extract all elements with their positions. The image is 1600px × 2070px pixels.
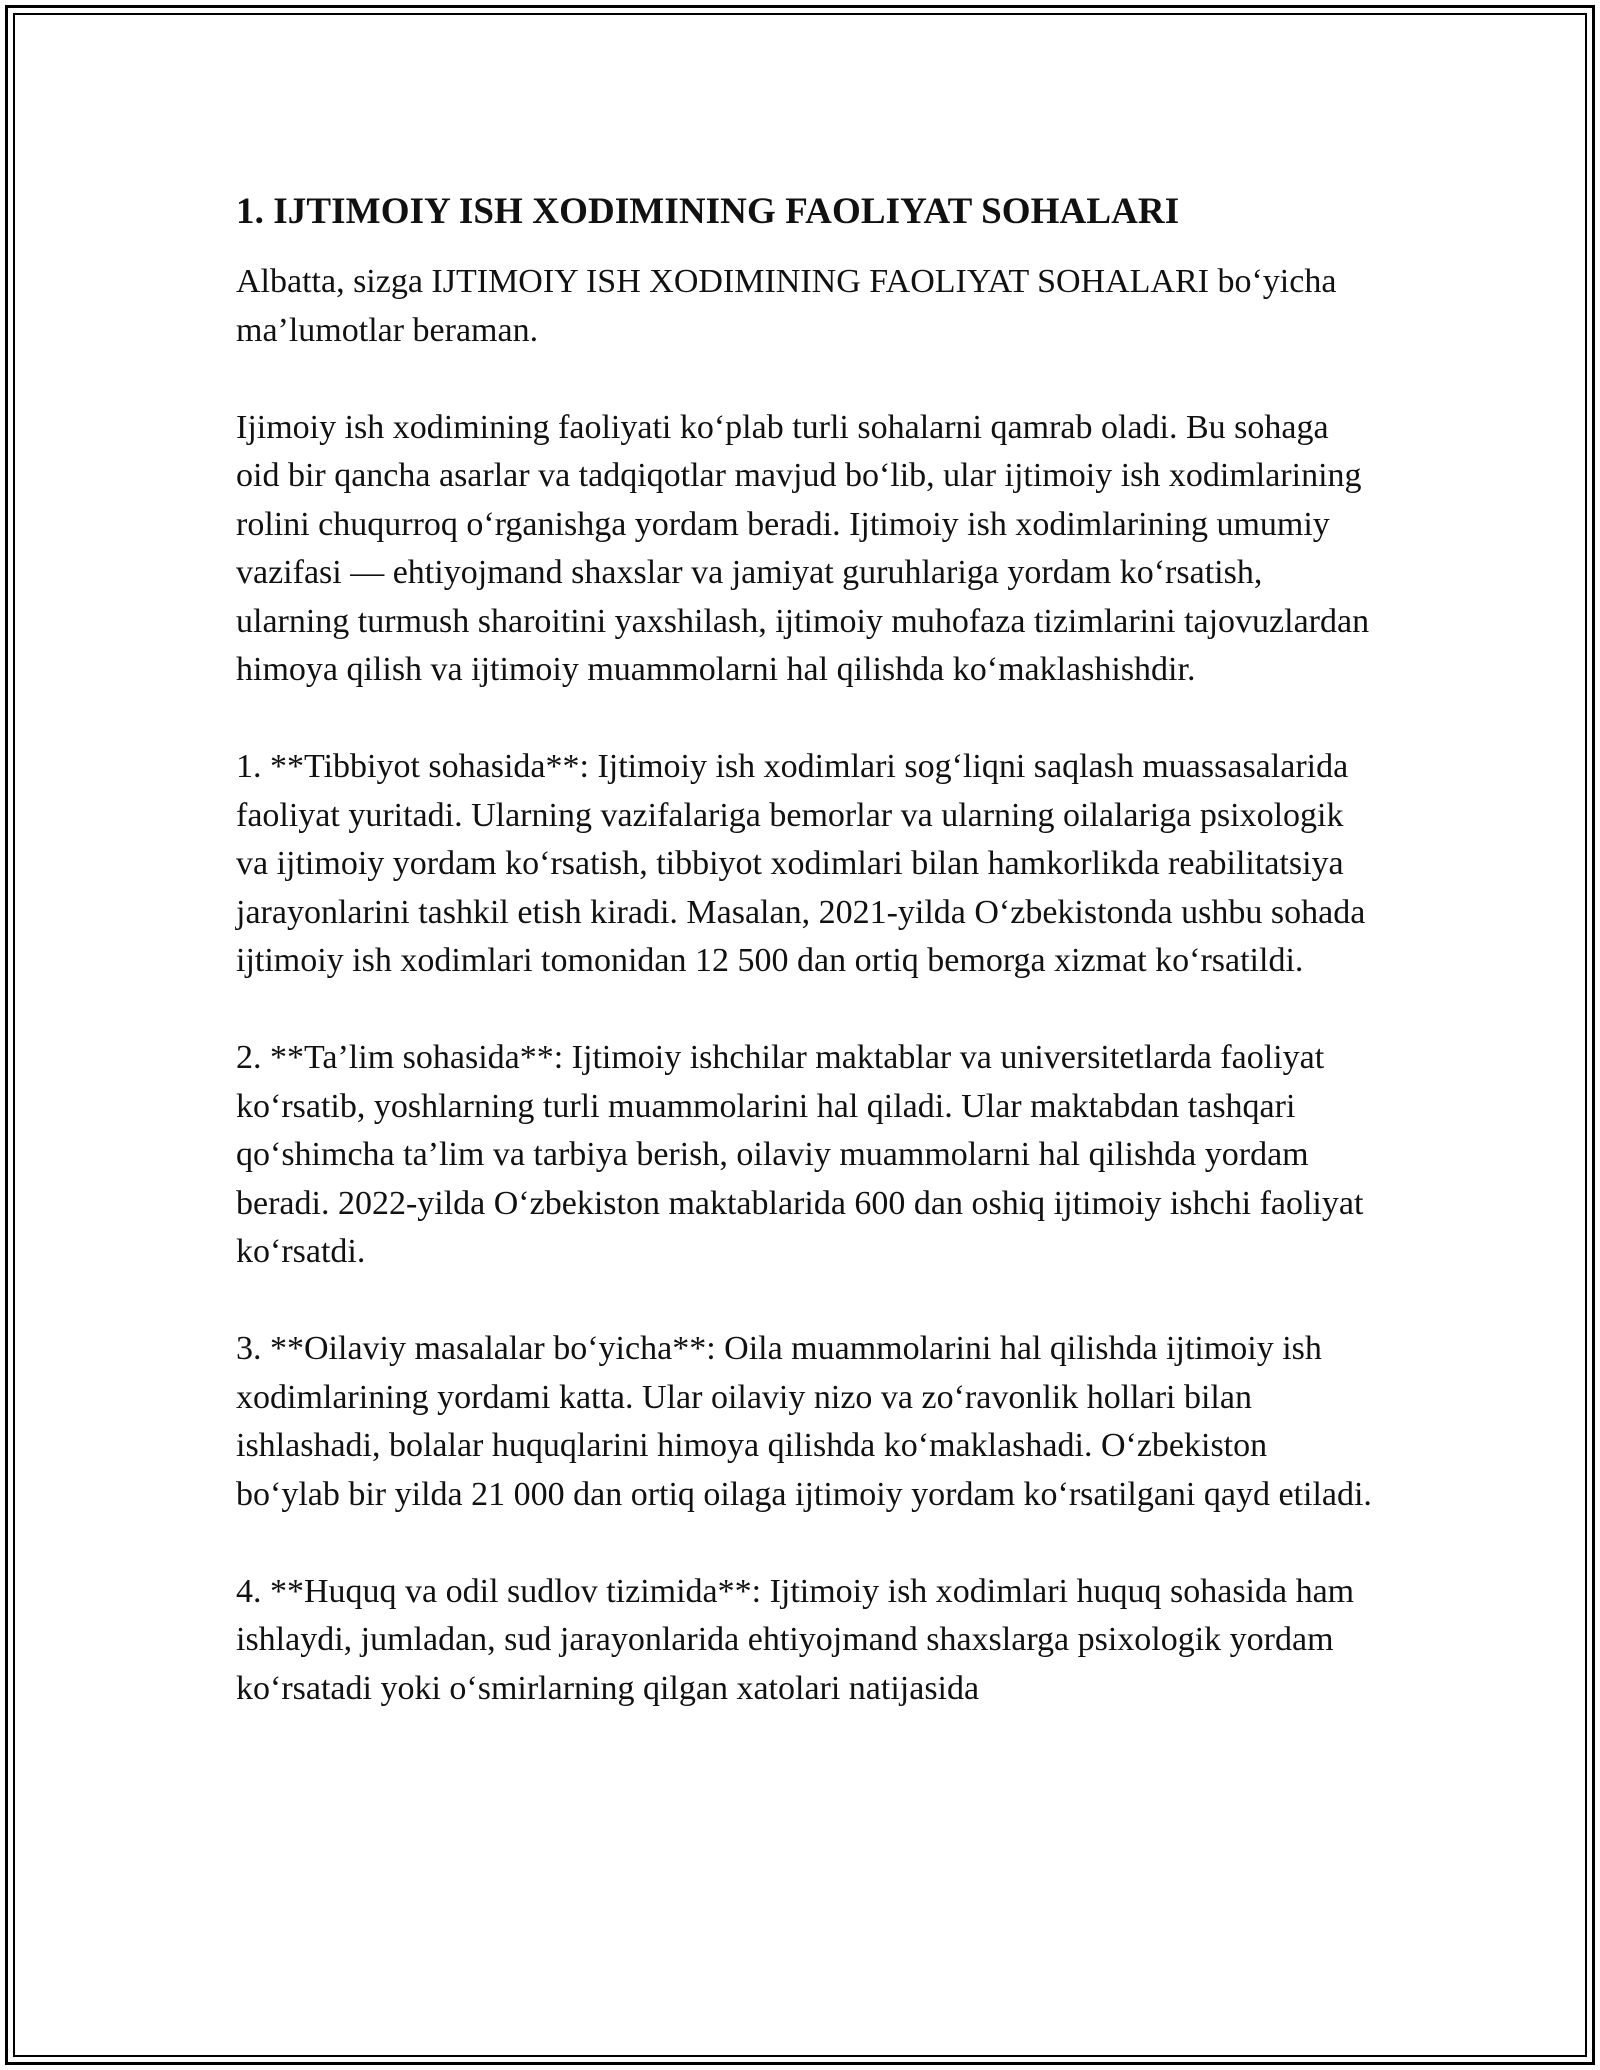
intro-paragraph: Albatta, sizga IJTIMOIY ISH XODIMINING FAOLIYAT SOHALARI bo‘yicha ma’lumotlar beraman. bbox=[236, 263, 1337, 349]
overview-paragraph: Ijimoiy ish xodimining faoliyati ko‘plab turli sohalarni qamrab oladi. Bu sohaga oid bir qancha asarlar va tadqiqotlar mavjud bo‘lib, ular ijtimoiy ish xodimlarining rolini chuqurroq o‘rganishga yordam beradi. Ijtimoiy ish xodimlarining umumiy vazifasi — ehtiyojmand shaxslar va jamiyat guruhlariga yordam ko‘rsatish, ularning turmush sharoitini yaxshilash, ijtimoiy muhofaza tizimlarini tajovuzlardan himoya qilish va ijtimoiy muammolarni hal qilishda ko‘maklashishdir. bbox=[236, 408, 1370, 688]
education-paragraph: 2. **Ta’lim sohasida**: Ijtimoiy ishchilar maktablar va universitetlarda faoliyat ko‘rsatib, yoshlarning turli muammolarini hal qiladi. Ular maktabdan tashqari qo‘shimcha ta’lim va tarbiya berish, oilaviy muammolarni hal qilishda yordam beradi. 2022-yilda O‘zbekiston maktablarida 600 dan oshiq ijtimoiy ishchi faoliyat ko‘rsatdi. bbox=[236, 1039, 1364, 1270]
family-paragraph: 3. **Oilaviy masalalar bo‘yicha**: Oila muammolarini hal qilishda ijtimoiy ish xodimlarining yordami katta. Ular oilaviy nizo va zo‘ravonlik hollari bilan ishlashadi, bolalar huquqlarini himoya qilishda ko‘maklashadi. O‘zbekiston bo‘ylab bir yilda 21 000 dan ortiq oilaga ijtimoiy yordam ko‘rsatilgani qayd etiladi. bbox=[236, 1330, 1372, 1513]
justice-paragraph: 4. **Huquq va odil sudlov tizimida**: Ijtimoiy ish xodimlari huquq sohasida ham ishlaydi, jumladan, sud jarayonlarida ehtiyojmand shaxslarga psixologik yordam ko‘rsatadi yoki o‘smirlarning qilgan xatolari natijasida bbox=[236, 1572, 1355, 1707]
medicine-paragraph: 1. **Tibbiyot sohasida**: Ijtimoiy ish xodimlari sog‘liqni saqlash muassasalarida faoliyat yuritadi. Ularning vazifalariga bemorlar va ularning oilalariga psixologik va ijtimoiy yordam ko‘rsatish, tibbiyot xodimlari bilan hamkorlikda reabilitatsiya jarayonlarini tashkil etish kiradi. Masalan, 2021-yilda O‘zbekistonda ushbu sohada ijtimoiy ish xodimlari tomonidan 12 500 dan ortiq bemorga xizmat ko‘rsatildi. bbox=[236, 748, 1366, 979]
document-body bbox=[236, 188, 1376, 1713]
document-title: 1. IJTIMOIY ISH XODIMINING FAOLIYAT SOHALARI bbox=[236, 191, 1180, 232]
